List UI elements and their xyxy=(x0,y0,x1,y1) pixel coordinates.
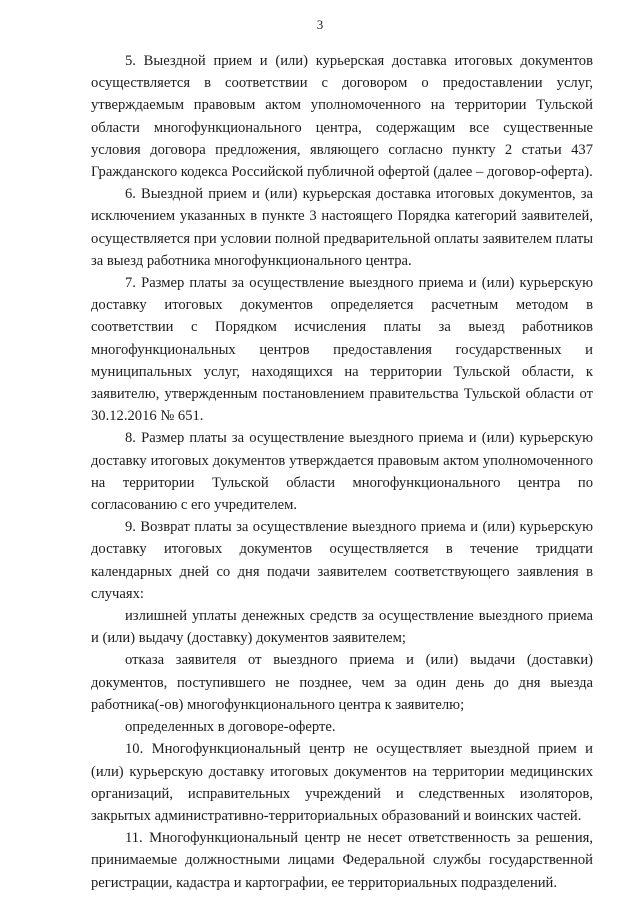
paragraph-9: 9. Возврат платы за осуществление выездного приема и (или) курьерскую доставку итоговых документов осуществляется в течение тридцати календарных дней со дня подачи заявителем соответствующего заявления в случаях: xyxy=(91,519,593,602)
paragraph-5: 5. Выездной прием и (или) курьерская доставка итоговых документов осуществляется в соответствии с договором о предоставлении услуг, утверждаемым правовым актом уполномоченного на территории Тульской области многофункционального центра, содержащим все существенные условия договора предложения, являющего согласно пункту 2 статьи 437 Гражданского кодекса Российской публичной офертой (далее – договор-оферта). xyxy=(91,53,593,181)
paragraph-9-case-3: определенных в договоре-оферте. xyxy=(125,719,336,736)
paragraph-8: 8. Размер платы за осуществление выездного приема и (или) курьерскую доставку итоговых документов утверждается правовым актом уполномоченного на территории Тульской области многофункционального центра по согласованию с его учредителем. xyxy=(91,430,593,514)
paragraph-10: 10. Многофункциональный центр не осуществляет выездной прием и (или) курьерскую доставку итоговых документов на территории медицинских организаций, исправительных учреждений и следственных изоляторов, закрытых административно-территориальных образований и воинских частей. xyxy=(91,741,593,824)
paragraph-9-case-1: излишней уплаты денежных средств за осуществление выездного приема и (или) выдачу (доставку) документов заявителем; xyxy=(91,608,593,647)
paragraph-6: 6. Выездной прием и (или) курьерская доставка итоговых документов, за исключением указанных в пункте 3 настоящего Порядка категорий заявителей, осуществляется при условии полной предварительной оплаты заявителем платы за выезд работника многофункционального центра. xyxy=(91,186,593,269)
paragraph-7: 7. Размер платы за осуществление выездного приема и (или) курьерскую доставку итоговых документов определяется расчетным методом в соответствии с Порядком исчисления платы за выезд работников многофункциональных центров предоставления государственных и муниципальных услуг, находящихся на территории Тульской области, к заявителю, утвержденным постановлением правительства Тульской области от 30.12.2016 № 651. xyxy=(91,275,593,425)
page-number: 3 xyxy=(316,17,324,32)
paragraph-11: 11. Многофункциональный центр не несет ответственность за решения, принимаемые должностными лицами Федеральной службы государственной регистрации, кадастра и картографии, ее территориальных подразделений. xyxy=(91,830,593,891)
document-body xyxy=(91,50,593,894)
paragraph-9-case-2: отказа заявителя от выездного приема и (или) выдачи (доставки) документов, поступившего не позднее, чем за один день до дня выезда работника(-ов) многофункционального центра к заявителю; xyxy=(91,652,593,713)
